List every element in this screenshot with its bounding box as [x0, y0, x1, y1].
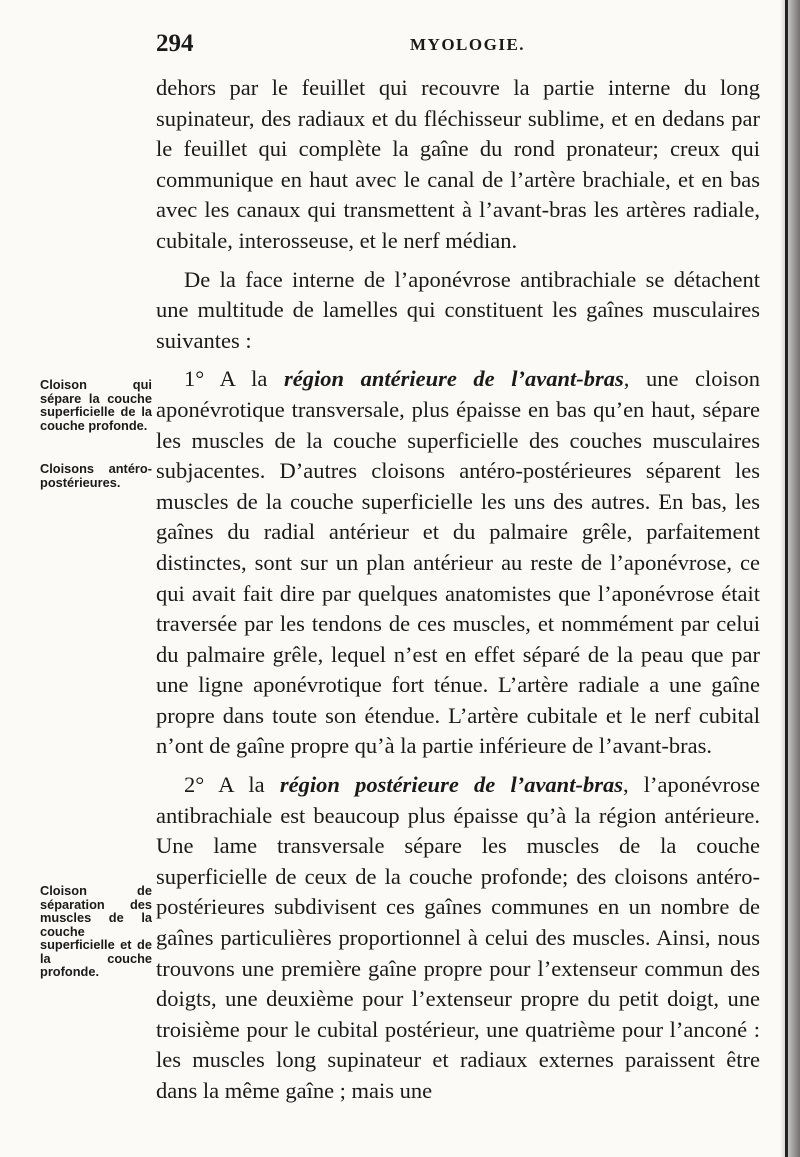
posterior-text: , l’aponévrose antibrachiale est beaucoup plus épaisse qu’à la région antérieure. Une lame transversale sépare les muscles de la couche superficielle de ceux de la couche profonde; des cloisons antéro-postérieures subdivisent ces gaînes communes en un nombre de gaînes particulières proportionnel à celui des muscles. Ainsi, nous trouvons une première gaîne propre pour l’extenseur commun des doigts, une deuxième pour l’extenseur propre du petit doigt, une troisième pour le cubital postérieur, une quatrième pour l’anconé : les muscles long supinateur et radiaux externes paraissent être dans la même gaîne ; mais une [156, 772, 760, 1103]
paragraph-anterior-region [156, 364, 760, 762]
paragraph-lamelles: De la face interne de l’aponévrose antibrachiale se détachent une multitude de lamelles qui constituent les gaînes musculaires suivantes : [156, 266, 760, 353]
body-text [156, 73, 760, 1107]
margin-note-posterior-septum: Cloison de séparation des muscles de la couche superficielle et de la couche profonde. [40, 883, 152, 979]
anterior-region-heading: région antérieure de l’avant-bras [284, 366, 624, 392]
binding-edge [785, 0, 788, 1157]
page-number: 294 [156, 30, 194, 57]
margin-note-transverse-septum: Cloison qui sépare la couche superficielle de la couche profonde. [40, 377, 152, 433]
binding-shadow [780, 0, 800, 1157]
anterior-text: , une cloison aponévrotique transversale, plus épaisse en bas qu’en haut, sépare les muscles de la couche superficielle des couches musculaires subjacentes. D’autres cloisons antéro-postérieures séparent les muscles de la couche superficielle les uns des autres. En bas, les gaînes du radial antérieur et du palmaire grêle, parfaitement distinctes, sont sur un plan antérieur au reste de l’aponévrose, ce qui avait fait dire par quelques anatomistes que l’aponévrose était traversée par les tendons de ces muscles, et nommément par celui du palmaire grêle, lequel n’est en effet séparé de la peau que par une ligne aponévrotique fort ténue. L’artère radiale a une gaîne propre dans toute son étendue. L’artère cubitale et le nerf cubital n’ont de gaîne propre qu’à la partie inférieure de l’avant-bras. [156, 366, 760, 759]
paragraph-posterior-region [156, 770, 760, 1107]
paragraph-continuation: dehors par le feuillet qui recouvre la partie interne du long supinateur, des radiaux et du fléchisseur sublime, et en dedans par le feuillet qui complète la gaîne du rond pronateur; creux qui communique en haut avec le canal de l’artère brachiale, et en bas avec les canaux qui transmettent à l’avant-bras les artères radiale, cubitale, interosseuse, et le nerf médian. [156, 75, 760, 253]
posterior-lead: 2° A la [184, 772, 280, 798]
page-header [156, 30, 760, 56]
margin-note-antero-posterior-septa: Cloisons antéro-postérieures. [40, 461, 152, 490]
running-title: MYOLOGIE. [410, 35, 526, 54]
anterior-lead: 1° A la [184, 366, 284, 392]
posterior-region-heading: région postérieure de l’avant-bras [279, 772, 623, 798]
